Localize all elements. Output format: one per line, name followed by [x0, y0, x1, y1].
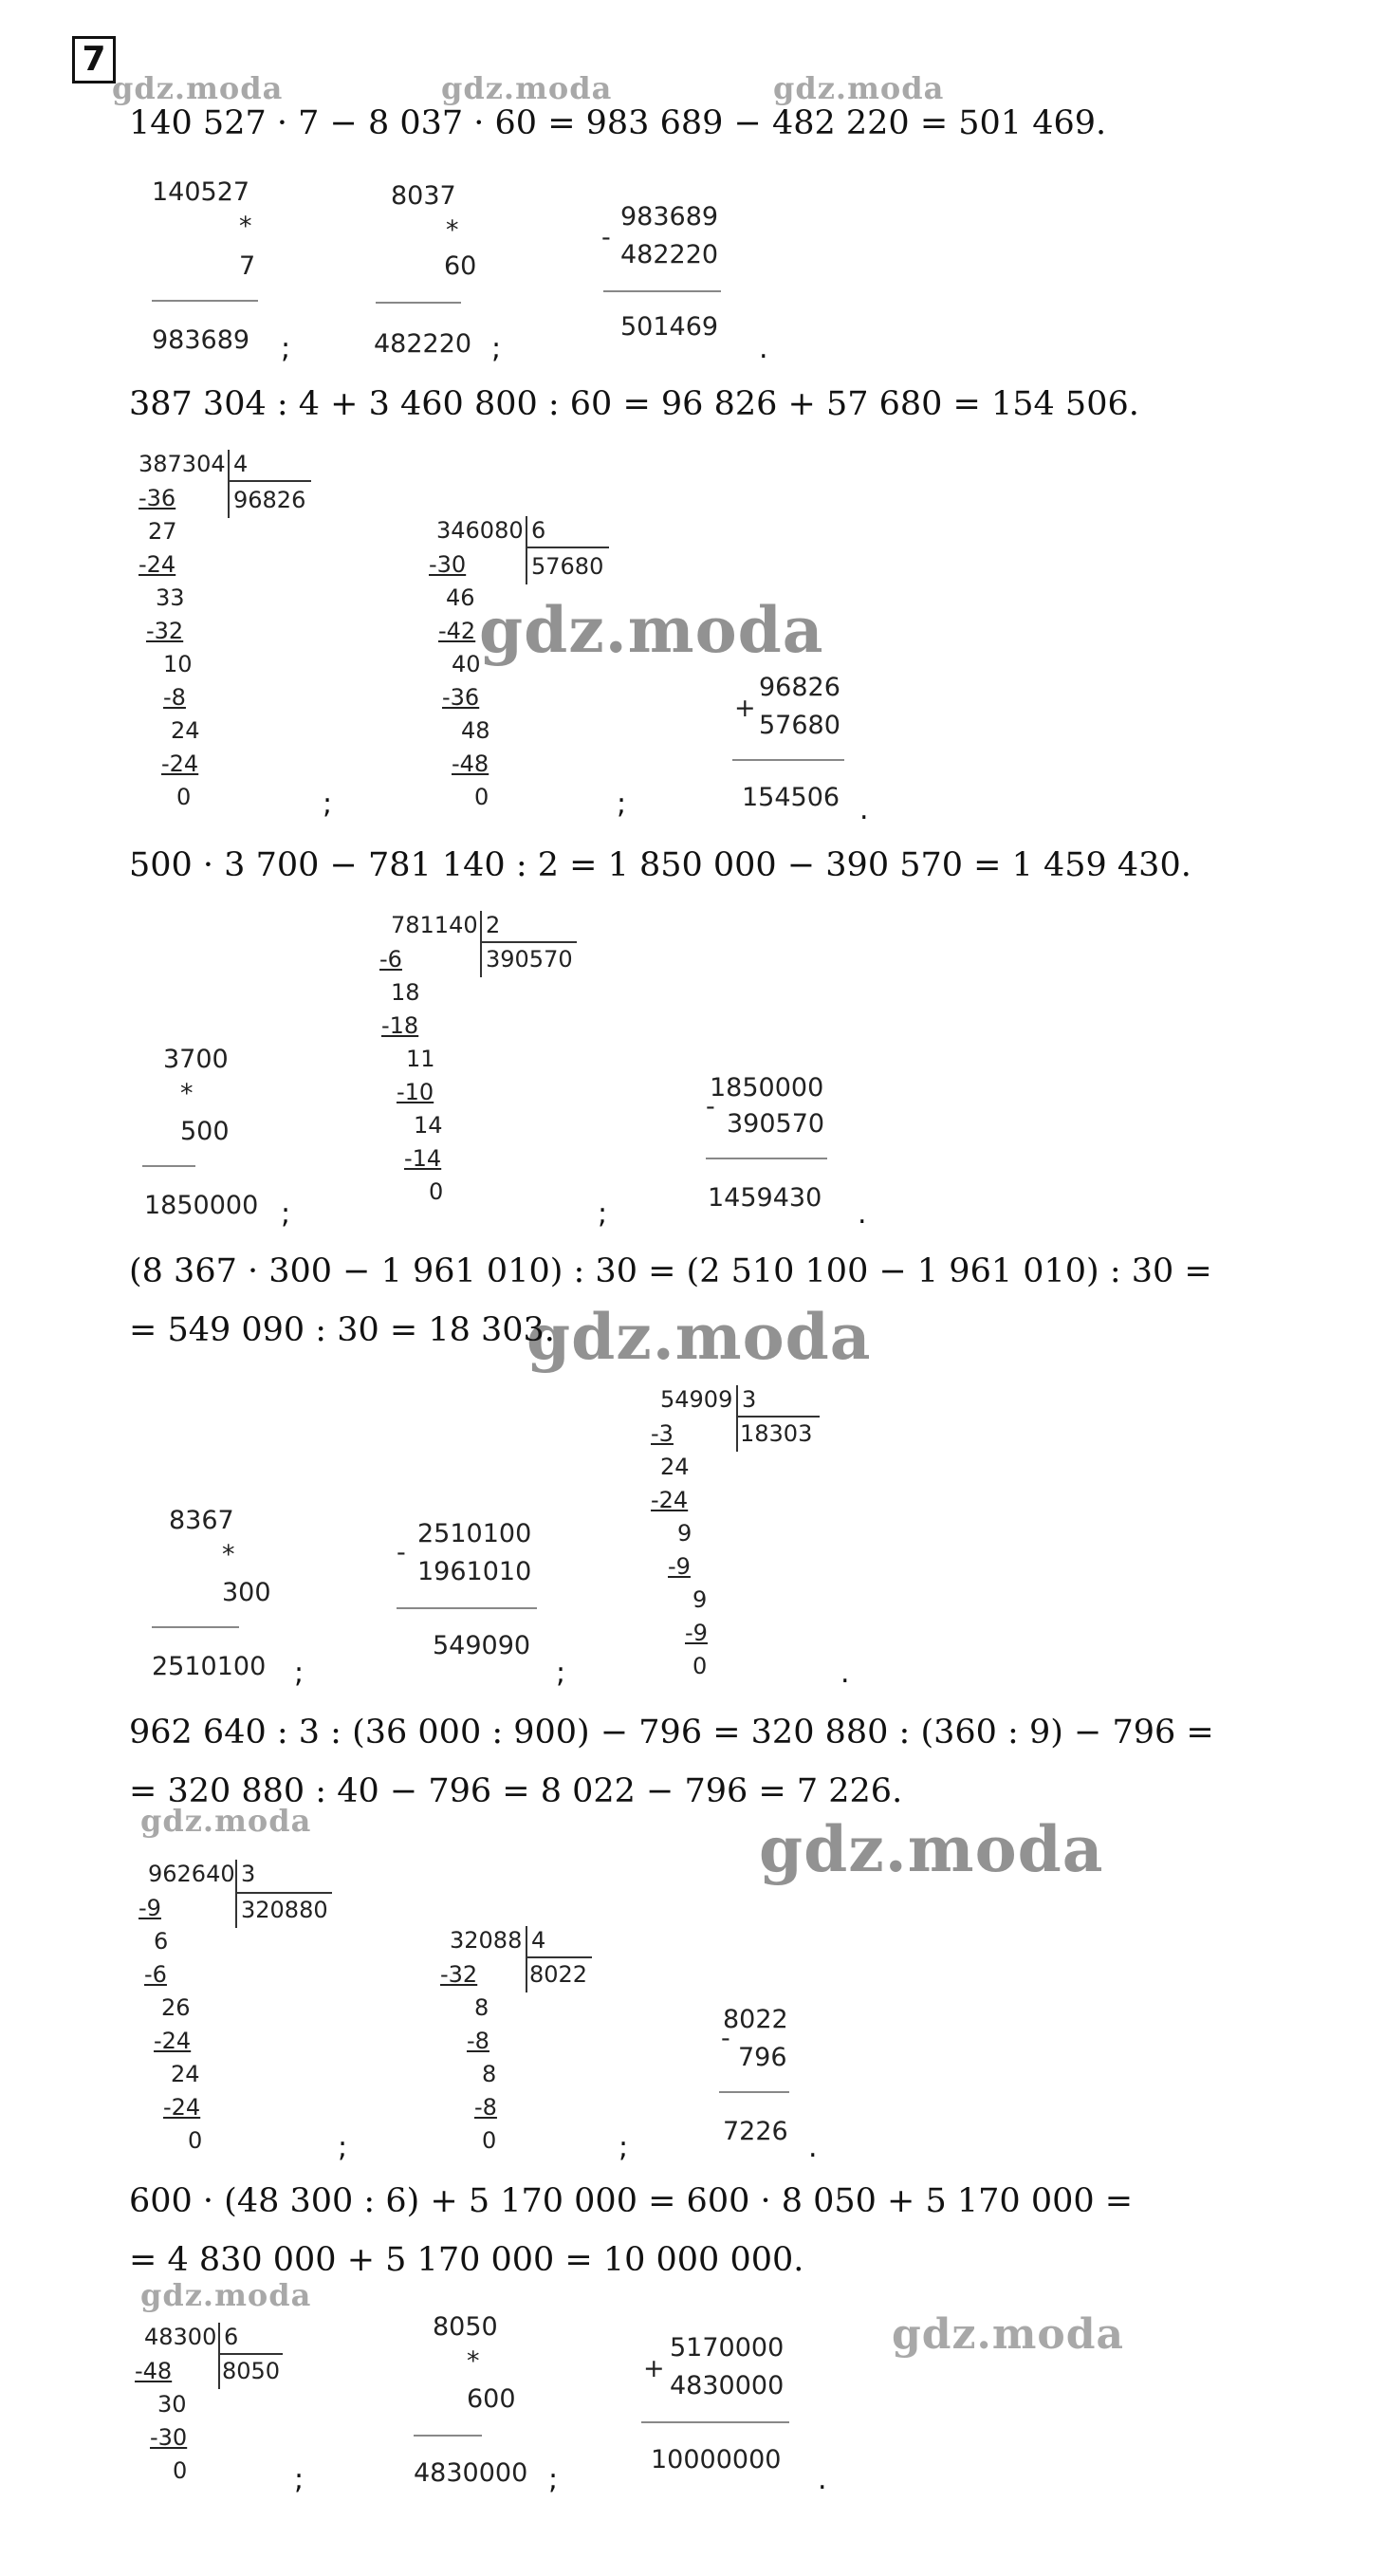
division-step: 26: [161, 1994, 191, 2021]
separator: ;: [617, 788, 627, 821]
division-step: 8: [482, 2061, 497, 2087]
division-dividend: 32088: [450, 1927, 523, 1954]
division-step: -36: [138, 485, 176, 511]
division-divisor: 6: [531, 517, 546, 544]
watermark: gdz.moda: [759, 1812, 1104, 1886]
separator: ;: [338, 2131, 348, 2164]
column-operator: *: [222, 1540, 235, 1569]
column-result: 10000000: [651, 2445, 782, 2474]
column-addend: 96826: [759, 673, 840, 702]
column-subtrahend: 796: [738, 2043, 787, 2072]
equation-line: = 549 090 : 30 = 18 303.: [129, 1311, 555, 1349]
division-step: 0: [173, 2457, 188, 2484]
equation-line: 962 640 : 3 : (36 000 : 900) − 796 = 320 880 : (360 : 9) − 796 =: [129, 1714, 1214, 1751]
column-multiplier: 300: [222, 1578, 271, 1607]
column-multiplier: 500: [180, 1117, 230, 1146]
division-step: -24: [161, 751, 199, 777]
separator: ;: [491, 332, 502, 365]
watermark: gdz.moda: [140, 2277, 312, 2313]
column-result: 2510100: [152, 1652, 267, 1681]
division-step: 0: [429, 1178, 444, 1205]
equation-line: 500 · 3 700 − 781 140 : 2 = 1 850 000 − 390 570 = 1 459 430.: [129, 846, 1191, 884]
division-divisor: 2: [486, 912, 501, 938]
column-result: 482220: [374, 329, 472, 359]
equation-line: = 320 880 : 40 − 796 = 8 022 − 796 = 7 226.: [129, 1772, 903, 1810]
division-quotient: 96826: [233, 487, 306, 513]
column-multiplier: 60: [444, 251, 477, 281]
division-dividend: 387304: [138, 451, 226, 477]
division-step: -48: [452, 751, 489, 777]
division-step: -9: [668, 1553, 691, 1580]
division-step: 9: [692, 1586, 708, 1613]
column-operator: +: [643, 2354, 665, 2383]
division-step: 0: [692, 1653, 708, 1679]
separator: .: [759, 332, 768, 365]
division-dividend: 781140: [391, 912, 478, 938]
column-multiplicand: 140527: [152, 177, 250, 207]
division-step: -32: [146, 618, 184, 644]
division-step: -24: [154, 2028, 192, 2054]
division-step: -42: [438, 618, 476, 644]
column-operator: -: [601, 223, 611, 252]
division-step: 33: [156, 584, 185, 611]
division-step: 48: [461, 717, 490, 744]
division-step: 46: [446, 584, 475, 611]
division-step: 0: [482, 2127, 497, 2154]
division-quotient: 8050: [222, 2358, 281, 2384]
equation-line: = 4 830 000 + 5 170 000 = 10 000 000.: [129, 2241, 804, 2279]
division-quotient: 57680: [531, 553, 604, 580]
watermark: gdz.moda: [479, 593, 824, 667]
column-subtrahend: 1961010: [417, 1557, 532, 1586]
division-step: -24: [163, 2094, 201, 2121]
division-step: -8: [163, 684, 186, 711]
division-step: -10: [397, 1079, 434, 1105]
division-dividend: 346080: [436, 517, 524, 544]
column-operator: -: [721, 2024, 730, 2053]
division-step: -32: [440, 1961, 478, 1988]
division-step: -48: [135, 2358, 173, 2384]
division-step: -6: [379, 946, 402, 973]
column-multiplicand: 8050: [433, 2312, 498, 2342]
division-quotient: 320880: [241, 1897, 328, 1923]
division-dividend: 54909: [660, 1386, 733, 1413]
division-step: 0: [474, 784, 489, 810]
column-operator: *: [467, 2346, 480, 2376]
division-step: -30: [150, 2424, 188, 2451]
division-step: -24: [651, 1487, 689, 1513]
separator: ;: [323, 788, 333, 821]
equation-line: 600 · (48 300 : 6) + 5 170 000 = 600 · 8 050 + 5 170 000 =: [129, 2182, 1134, 2220]
column-minuend: 8022: [723, 2005, 788, 2034]
watermark: gdz.moda: [892, 2310, 1125, 2359]
separator: ;: [294, 2463, 305, 2496]
separator: ;: [294, 1657, 305, 1690]
column-subtrahend: 482220: [620, 240, 719, 269]
division-divisor: 3: [742, 1386, 757, 1413]
column-subtrahend: 390570: [727, 1109, 825, 1139]
division-step: 0: [188, 2127, 203, 2154]
equation-line: (8 367 · 300 − 1 961 010) : 30 = (2 510 100 − 1 961 010) : 30 =: [129, 1252, 1212, 1290]
column-operator: *: [446, 215, 459, 245]
division-dividend: 48300: [144, 2324, 217, 2350]
division-step: 24: [660, 1454, 690, 1480]
separator: ;: [281, 332, 291, 365]
column-operator: +: [734, 694, 756, 723]
column-operator: -: [397, 1538, 406, 1567]
division-step: 8: [474, 1994, 489, 2021]
division-divisor: 4: [531, 1927, 546, 1954]
column-minuend: 983689: [620, 202, 719, 232]
division-step: -18: [381, 1012, 419, 1039]
division-step: 0: [176, 784, 192, 810]
watermark: gdz.moda: [140, 1803, 312, 1839]
division-divisor: 4: [233, 451, 249, 477]
column-operator: *: [239, 212, 252, 241]
column-multiplicand: 8367: [169, 1506, 234, 1535]
separator: .: [840, 1657, 850, 1690]
division-divisor: 6: [224, 2324, 239, 2350]
separator: ;: [556, 1657, 566, 1690]
column-result: 4830000: [414, 2458, 528, 2488]
division-step: -24: [138, 551, 176, 578]
division-step: -8: [467, 2028, 489, 2054]
division-step: 6: [154, 1928, 169, 1955]
column-result: 549090: [433, 1631, 531, 1660]
separator: ;: [598, 1197, 608, 1231]
watermark: gdz.moda: [773, 70, 945, 106]
column-operator: *: [180, 1079, 194, 1108]
column-addend: 4830000: [670, 2371, 785, 2400]
separator: .: [808, 2131, 818, 2164]
division-step: -8: [474, 2094, 497, 2121]
column-result: 1459430: [708, 1183, 822, 1213]
column-multiplicand: 3700: [163, 1045, 229, 1074]
separator: .: [859, 793, 869, 826]
column-result: 154506: [742, 783, 840, 812]
column-minuend: 1850000: [710, 1073, 824, 1103]
column-result: 501469: [620, 312, 719, 342]
separator: ;: [281, 1197, 291, 1231]
column-multiplier: 7: [239, 251, 256, 281]
division-step: 30: [157, 2391, 187, 2418]
division-quotient: 18303: [740, 1420, 813, 1447]
separator: ;: [619, 2131, 629, 2164]
division-step: 10: [163, 651, 193, 677]
equation-line: 140 527 · 7 − 8 037 · 60 = 983 689 − 482 220 = 501 469.: [129, 104, 1107, 142]
division-step: -3: [651, 1420, 674, 1447]
division-step: -9: [685, 1620, 708, 1646]
division-step: 27: [148, 518, 177, 545]
separator: .: [858, 1197, 867, 1231]
column-result: 1850000: [144, 1191, 259, 1220]
column-minuend: 2510100: [417, 1519, 532, 1548]
watermark: gdz.moda: [112, 70, 284, 106]
column-result: 7226: [723, 2117, 788, 2146]
division-step: -36: [442, 684, 480, 711]
division-dividend: 962640: [148, 1861, 235, 1887]
division-step: 18: [391, 979, 420, 1006]
column-multiplicand: 8037: [391, 181, 456, 211]
watermark: gdz.moda: [526, 1300, 872, 1374]
division-step: -30: [429, 551, 467, 578]
division-divisor: 3: [241, 1861, 256, 1887]
column-operator: -: [706, 1092, 715, 1121]
column-addend: 5170000: [670, 2333, 785, 2363]
task-number: 7: [72, 36, 116, 83]
column-result: 983689: [152, 325, 250, 355]
division-quotient: 390570: [486, 946, 573, 973]
division-step: -6: [144, 1961, 167, 1988]
division-step: -14: [404, 1145, 442, 1172]
watermark: gdz.moda: [441, 70, 613, 106]
separator: .: [818, 2463, 827, 2496]
division-step: 24: [171, 2061, 200, 2087]
separator: ;: [548, 2463, 559, 2496]
division-step: 11: [406, 1046, 435, 1072]
equation-line: 387 304 : 4 + 3 460 800 : 60 = 96 826 + 57 680 = 154 506.: [129, 385, 1139, 423]
division-step: -9: [138, 1895, 161, 1921]
column-addend: 57680: [759, 711, 840, 740]
division-step: 14: [414, 1112, 443, 1139]
column-multiplier: 600: [467, 2384, 516, 2414]
division-quotient: 8022: [529, 1961, 588, 1988]
division-step: 40: [452, 651, 481, 677]
division-step: 9: [677, 1520, 692, 1547]
division-step: 24: [171, 717, 200, 744]
